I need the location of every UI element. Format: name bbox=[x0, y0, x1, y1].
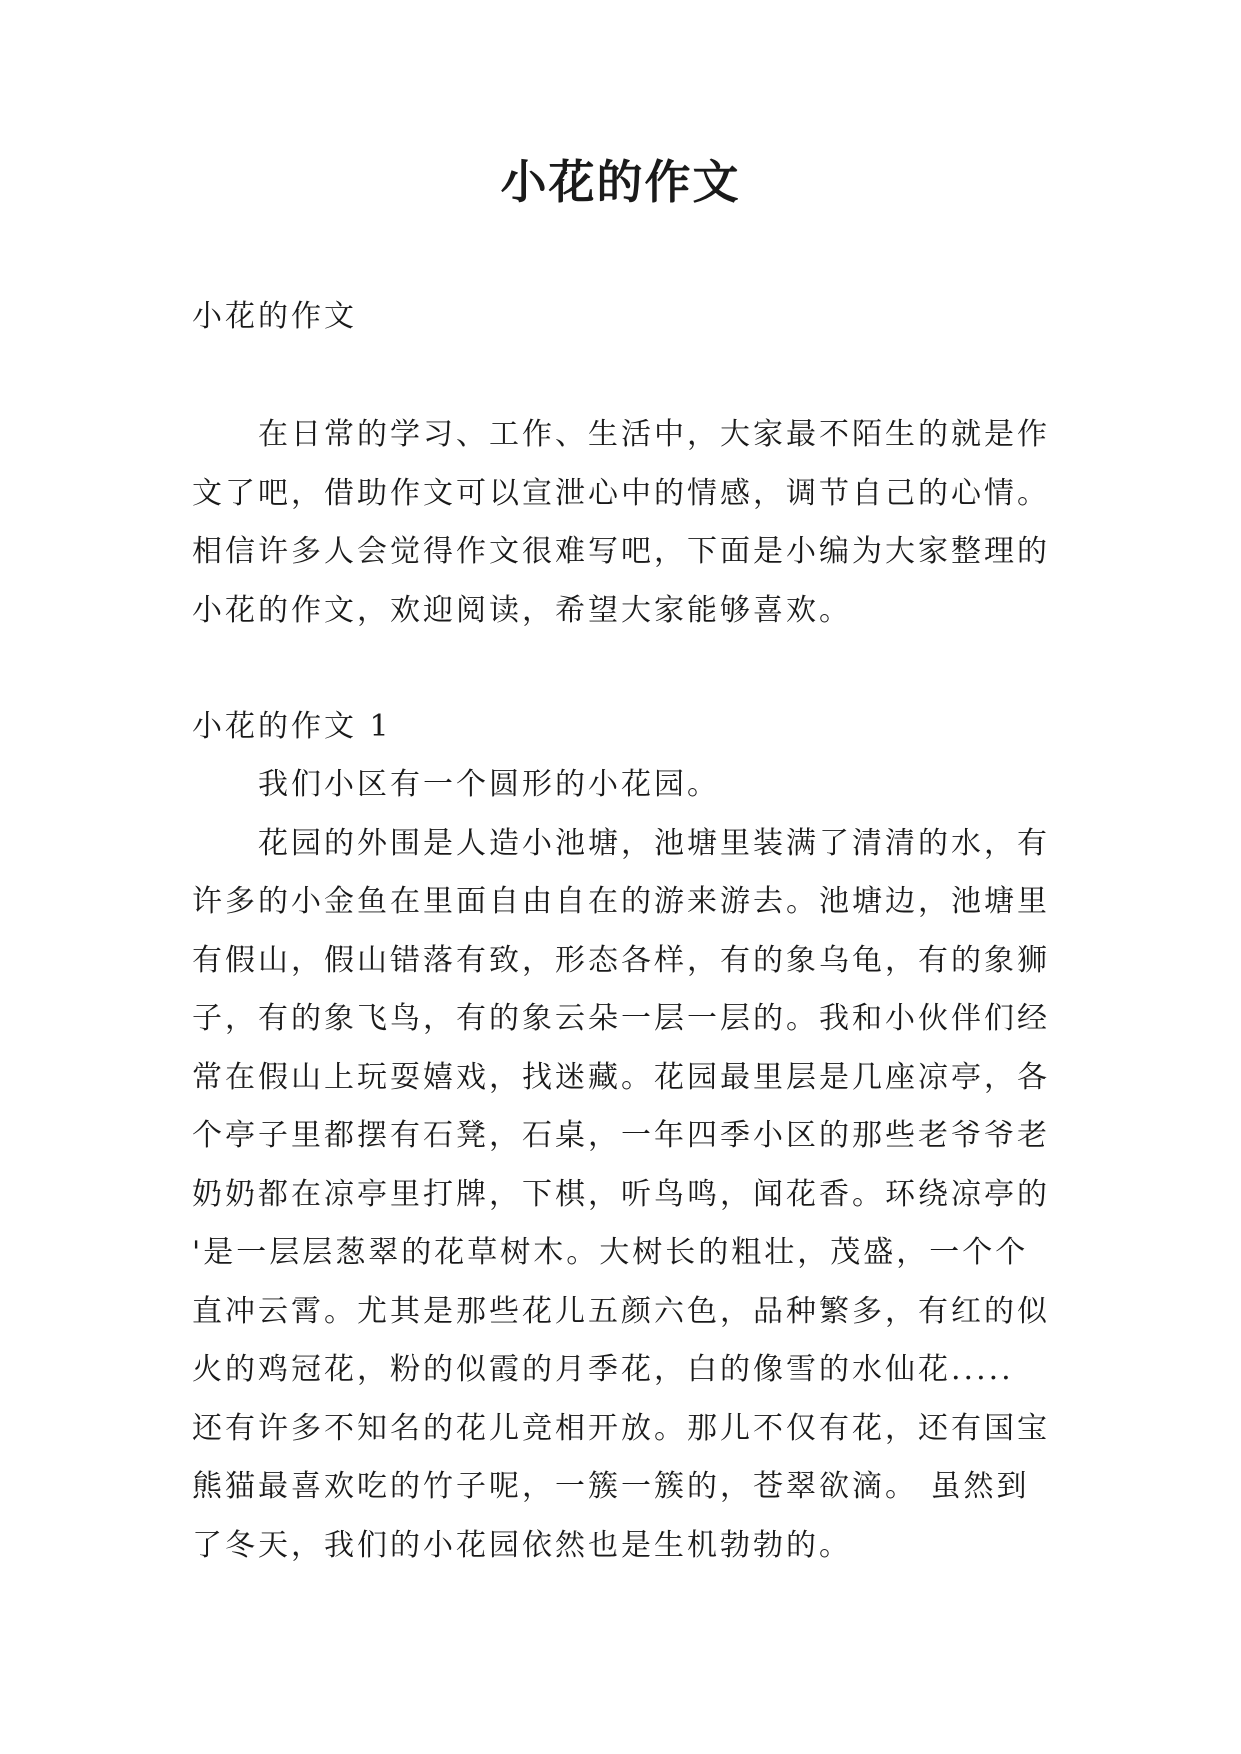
section-line: 火的鸡冠花，粉的似霞的月季花，白的像雪的水仙花..... bbox=[192, 1352, 1014, 1387]
intro-line: 在日常的学习、工作、生活中，大家最不陌生的就是作 bbox=[258, 417, 1050, 452]
section-line: '是一层层葱翠的花草树木。大树长的粗壮，茂盛，一个个 bbox=[192, 1235, 1029, 1270]
section-line: 子，有的象飞鸟，有的象云朵一层一层的。我和小伙伴们经 bbox=[192, 1001, 1050, 1036]
subtitle-line: 小花的作文 bbox=[192, 299, 357, 334]
intro-paragraph bbox=[192, 406, 1072, 640]
intro-line: 相信许多人会觉得作文很难写吧，下面是小编为大家整理的 bbox=[192, 534, 1050, 569]
section-heading bbox=[192, 698, 1072, 757]
section-line: 奶奶都在凉亭里打牌，下棋，听鸟鸣，闻花香。环绕凉亭的 bbox=[192, 1176, 1050, 1212]
document-subtitle bbox=[192, 288, 1072, 347]
section-heading-text: 小花的作文 1 bbox=[192, 709, 392, 744]
intro-line: 文了吧，借助作文可以宣泄心中的情感，调节自己的心情。 bbox=[192, 475, 1050, 511]
section-line: 个亭子里都摆有石凳，石桌，一年四季小区的那些老爷爷老 bbox=[192, 1118, 1050, 1153]
section-line: 有假山，假山错落有致，形态各样，有的象乌龟，有的象狮 bbox=[192, 942, 1050, 978]
section-line: 熊猫最喜欢吃的竹子呢，一簇一簇的，苍翠欲滴。 虽然到 bbox=[192, 1469, 1030, 1504]
section-line: 我们小区有一个圆形的小花园。 bbox=[258, 767, 720, 802]
section-line: 直冲云霄。尤其是那些花儿五颜六色，品种繁多，有红的似 bbox=[192, 1293, 1050, 1329]
intro-line: 小花的作文，欢迎阅读，希望大家能够喜欢。 bbox=[192, 592, 852, 628]
section-line: 花园的外围是人造小池塘，池塘里装满了清清的水，有 bbox=[258, 825, 1050, 861]
section-body bbox=[192, 756, 1072, 1575]
section-line: 许多的小金鱼在里面自由自在的游来游去。池塘边，池塘里 bbox=[192, 884, 1050, 919]
document-title: 小花的作文 bbox=[500, 155, 741, 209]
section-line: 还有许多不知名的花儿竞相开放。那儿不仅有花，还有国宝 bbox=[192, 1410, 1050, 1446]
section-line: 了冬天，我们的小花园依然也是生机勃勃的。 bbox=[192, 1527, 852, 1563]
section-line: 常在假山上玩耍嬉戏，找迷藏。花园最里层是几座凉亭，各 bbox=[192, 1059, 1050, 1095]
